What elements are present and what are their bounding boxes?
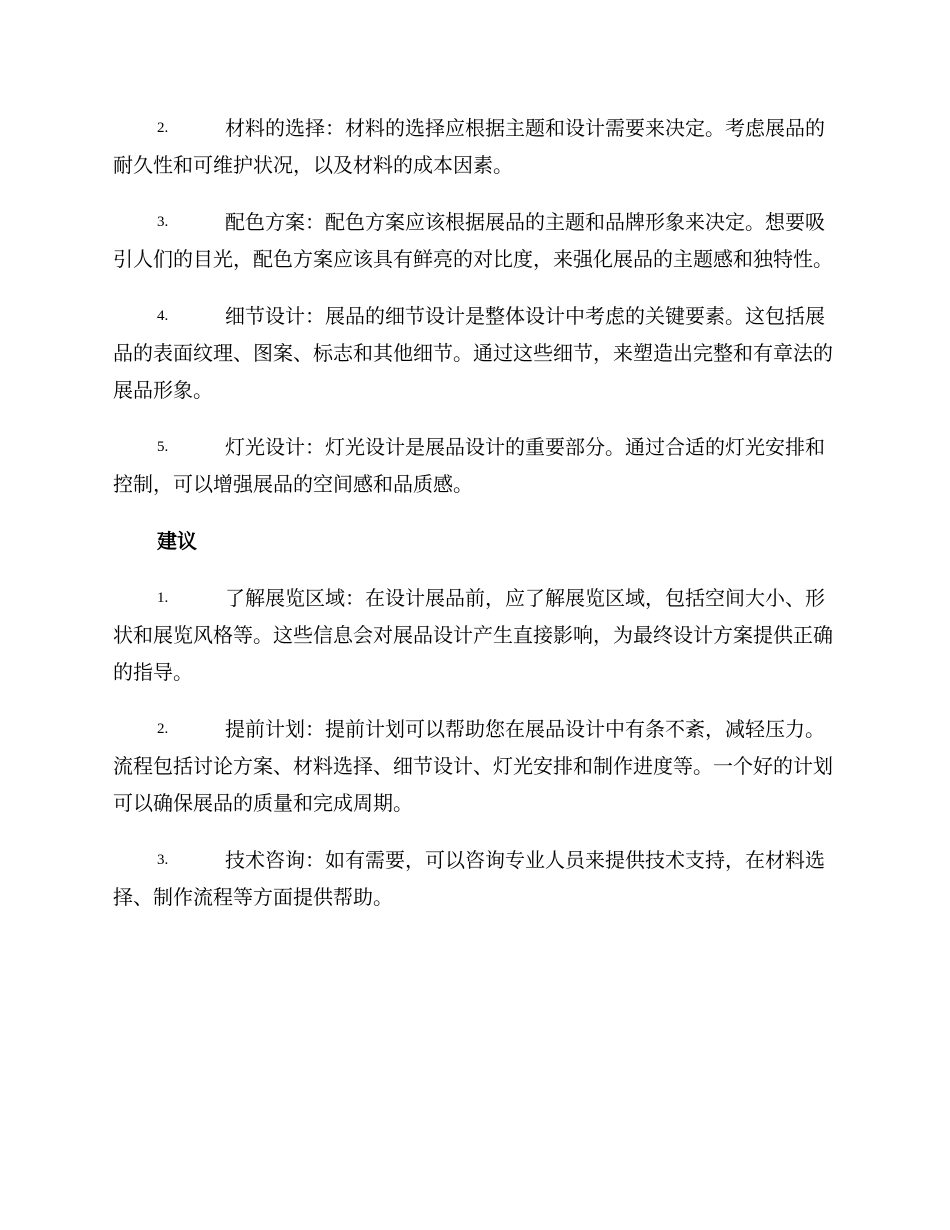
list-item-technical-consultation [113, 842, 837, 916]
list-item-text: 提前计划：提前计划可以帮助您在展品设计中有条不紊，减轻压力。流程包括讨论方案、材料选择、细节设计、灯光安排和制作进度等。一个好的计划可以确保展品的质量和完成周期。 [113, 717, 833, 815]
list-item-text: 细节设计：展品的细节设计是整体设计中考虑的关键要素。这包括展品的表面纹理、图案、标志和其他细节。通过这些细节，来塑造出完整和有章法的展品形象。 [113, 304, 833, 402]
list-number: 3. [157, 214, 169, 230]
list-item-detail-design [113, 298, 837, 409]
list-item-text: 材料的选择：材料的选择应根据主题和设计需要来决定。考虑展品的耐久性和可维护状况，以及材料的成本因素。 [113, 116, 825, 177]
list-number: 5. [157, 439, 169, 455]
list-item-plan-ahead [113, 711, 837, 822]
list-number: 2. [157, 721, 169, 737]
list-item-text: 技术咨询：如有需要，可以咨询专业人员来提供技术支持，在材料选择、制作流程等方面提供帮助。 [113, 848, 825, 909]
list-item-text: 灯光设计：灯光设计是展品设计的重要部分。通过合适的灯光安排和控制，可以增强展品的空间感和品质感。 [113, 435, 825, 496]
list-item-color-scheme [113, 204, 837, 278]
list-item-material-selection [113, 110, 837, 184]
section-heading-suggestions: 建议 [157, 529, 197, 553]
list-item-text: 配色方案：配色方案应该根据展品的主题和品牌形象来决定。想要吸引人们的目光，配色方案应该具有鲜亮的对比度，来强化展品的主题感和独特性。 [113, 210, 833, 271]
list-item-lighting-design [113, 429, 837, 503]
list-item-text: 了解展览区域：在设计展品前，应了解展览区域，包括空间大小、形状和展览风格等。这些信息会对展品设计产生直接影响，为最终设计方案提供正确的指导。 [113, 586, 833, 684]
list-number: 2. [157, 120, 169, 136]
list-number: 1. [157, 590, 169, 606]
list-number: 4. [157, 308, 169, 324]
list-item-understand-area [113, 580, 837, 691]
list-number: 3. [157, 852, 169, 868]
